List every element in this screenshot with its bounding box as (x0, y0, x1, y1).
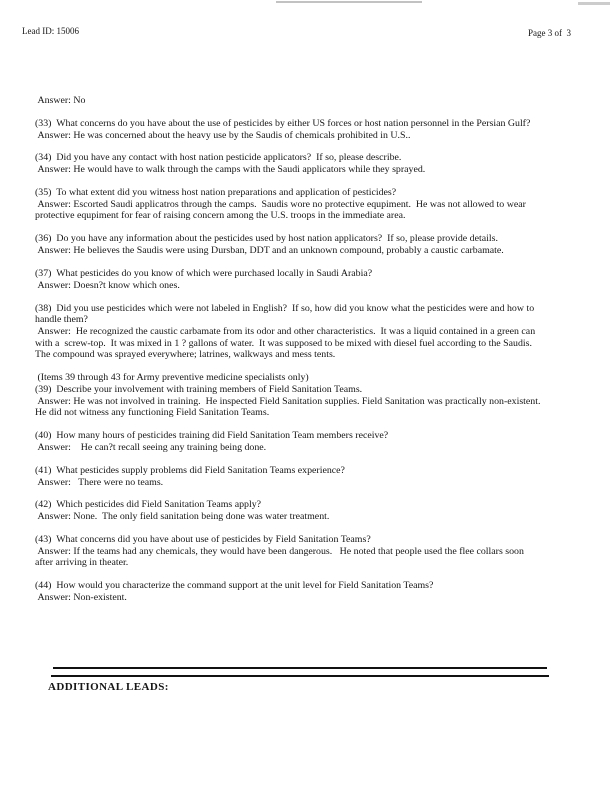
qa-block-44 (35, 580, 542, 603)
qa-block-40 (35, 430, 542, 453)
qa-block-35 (35, 187, 542, 222)
question-text: (41) What pesticides supply problems did Field Sanitation Teams experience? (35, 464, 345, 476)
qa-block-36 (35, 233, 542, 256)
question-text: (44) How would you characterize the command support at the unit level for Field Sanitation Teams? (35, 580, 434, 592)
answer-text: Answer: He believes the Saudis were using Dursban, DDT and an unknown compound, probably a caustic carbamate. (35, 245, 504, 257)
answer-text: Answer: There were no teams. (35, 476, 164, 488)
footer-divider-top (53, 667, 547, 669)
qa-body (35, 95, 546, 615)
question-text: (42) Which pesticides did Field Sanitation Teams apply? (35, 499, 262, 511)
qa-block-43 (35, 534, 542, 569)
qa-block-34 (35, 152, 542, 175)
question-text: (35) To what extent did you witness host nation preparations and application of pesticides? (35, 187, 397, 199)
answer-text: Answer: Non-existent. (35, 592, 127, 604)
answer-text: Answer: Escorted Saudi applicatros through the camps. Saudis wore no protective equpiment. He was not allowed to wear protective equpiment for fear of raising concern among the U.S. troops in the immediate area. (35, 198, 529, 222)
question-text: (36) Do you have any information about the pesticides used by host nation applicators? If so, please provide details. (35, 233, 498, 245)
qa-block-37 (35, 268, 542, 291)
answer-text: Answer: He recognized the caustic carbamate from its odor and other characteristics. It was a liquid contained in a green can with a screw-top. It was mixed in 1 ? gallons of water. It was supposed to be mixed with diesel fuel according to the Saudis. The compound was sprayed everywhere; latrines, walkways and mess tents. (35, 325, 538, 361)
lead-id-label: Lead ID: 15006 (22, 26, 79, 36)
section-note: (Items 39 through 43 for Army preventive medicine specialists only) (35, 372, 309, 384)
question-text: (38) Did you use pesticides which were not labeled in English? If so, how did you know what the pesticides were and how to handle them? (35, 302, 537, 326)
answer-text: Answer: If the teams had any chemicals, they would have been dangerous. He noted that people used the flee collars soon after arriving in theater. (35, 545, 527, 569)
qa-block-38 (35, 303, 542, 362)
footer-divider-bottom (51, 675, 549, 677)
scan-artifact (578, 2, 610, 5)
question-text: (43) What concerns did you have about use of pesticides by Field Sanitation Teams? (35, 534, 371, 546)
page-number-label: Page 3 of 3 (528, 28, 571, 38)
question-text: (34) Did you have any contact with host nation pesticide applicators? If so, please describe. (35, 152, 402, 164)
answer-text: Answer: He was concerned about the heavy use by the Saudis of chemicals prohibited in U.S.. (35, 129, 411, 141)
answer-text: Answer: Doesn?t know which ones. (35, 279, 180, 291)
question-text: (39) Describe your involvement with training members of Field Sanitation Teams. (35, 383, 363, 395)
question-text: (40) How many hours of pesticides training did Field Sanitation Team members receive? (35, 430, 389, 442)
scan-artifact (276, 1, 422, 3)
question-text: (33) What concerns do you have about the use of pesticides by either US forces or host nation personnel in the Persian Gulf? (35, 117, 531, 129)
question-text: (37) What pesticides do you know of which were purchased locally in Saudi Arabia? (35, 267, 373, 279)
qa-block-33 (35, 118, 542, 141)
answer-text: Answer: He was not involved in training. He inspected Field Sanitation supplies. Field Sanitation was practically non-existent. He did not witness any functioning Field Sanitation Teams. (35, 395, 546, 419)
answer-text: Answer: He would have to walk through the camps with the Saudi applicators while they sprayed. (35, 164, 426, 176)
qa-block-39 (35, 372, 546, 419)
additional-leads-heading: ADDITIONAL LEADS: (48, 681, 169, 693)
answer-text: Answer: None. The only field sanitation being done was water treatment. (35, 511, 330, 523)
qa-block-42 (35, 499, 542, 522)
qa-block-intro (35, 95, 542, 107)
qa-block-41 (35, 465, 542, 488)
answer-text: Answer: He can?t recall seeing any training being done. (35, 441, 267, 453)
answer-text: Answer: No (35, 95, 86, 106)
